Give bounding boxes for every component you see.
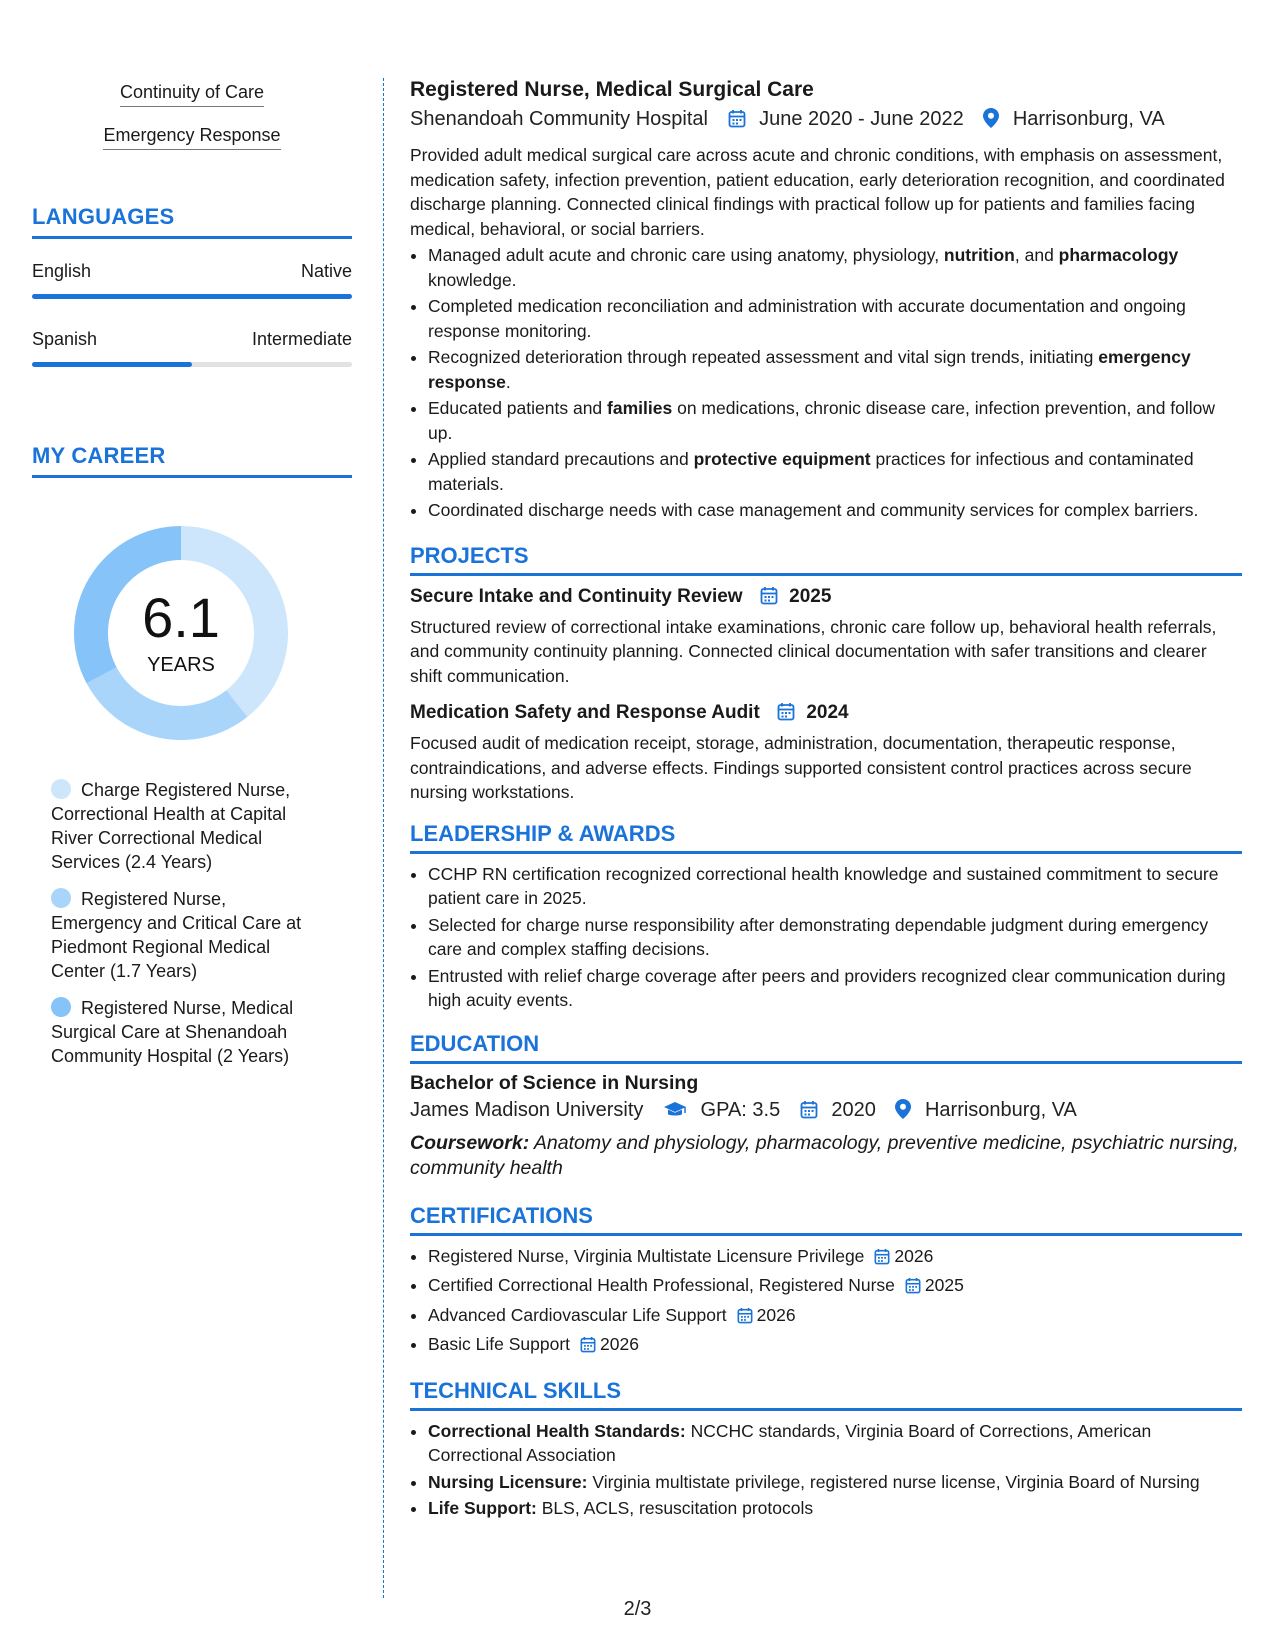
career-total-years: 6.1: [142, 585, 220, 649]
career-legend-item: [51, 887, 321, 983]
career-total-unit: YEARS: [147, 653, 215, 676]
career-donut-chart: [66, 518, 296, 748]
leadership-heading: LEADERSHIP & AWARDS: [410, 821, 1242, 854]
list-item: • Correctional Health Standards: NCCHC standards, Virginia Board of Corrections, American Correctional Association: [428, 1419, 1242, 1468]
project-item: [410, 586, 1242, 689]
job-location: Harrisonburg, VA: [1012, 108, 1165, 130]
certifications-heading: CERTIFICATIONS: [410, 1203, 1242, 1236]
education-location: Harrisonburg, VA: [924, 1098, 1077, 1121]
list-item: • Managed adult acute and chronic care using anatomy, physiology, nutrition, and pharmacology knowledge.: [428, 243, 1242, 292]
skill-tag: Emergency Response: [103, 125, 280, 150]
location-pin-icon: [895, 1099, 911, 1125]
list-item: • Basic Life Support 2026: [428, 1332, 1242, 1360]
employer: Shenandoah Community Hospital: [410, 108, 708, 130]
calendar-icon: [874, 1247, 890, 1272]
career-legend-item: [51, 996, 321, 1068]
career-heading: MY CAREER: [32, 443, 352, 478]
job-dates: June 2020 - June 2022: [759, 108, 964, 130]
page-number: 2/3: [623, 1598, 652, 1620]
project-year: 2024: [806, 702, 849, 723]
column-divider: [383, 78, 384, 1598]
technical-skills-list: [410, 1419, 1242, 1521]
language-level: Native: [300, 261, 352, 281]
languages-heading: LANGUAGES: [32, 204, 352, 239]
school: James Madison University: [410, 1098, 644, 1121]
project-desc: Structured review of correctional intake examinations, chronic care follow up, behavioral health referrals, and community continuity planning. Connected clinical documentation with safer transitions and clearer shift communication.: [410, 616, 1217, 686]
calendar-icon: [777, 702, 795, 727]
calendar-icon: [905, 1276, 921, 1301]
list-item: • Nursing Licensure: Virginia multistate privilege, registered nurse license, Virginia Board of Nursing: [428, 1470, 1242, 1495]
leadership-list: [410, 862, 1242, 1013]
language-level-bar: [32, 362, 352, 367]
education-heading: EDUCATION: [410, 1031, 1242, 1064]
technical-skills-heading: TECHNICAL SKILLS: [410, 1378, 1242, 1411]
project-title: Medication Safety and Response Audit 2024: [410, 702, 1242, 727]
legend-dot: [51, 779, 71, 799]
career-legend-item: [51, 778, 321, 874]
language-level-fill: [32, 294, 352, 299]
education-meta: [410, 1099, 1242, 1125]
calendar-icon: [800, 1100, 818, 1125]
career-legend: [32, 778, 321, 1068]
main-content: [410, 78, 1242, 1523]
language-item: [32, 261, 352, 299]
language-name: Spanish: [32, 329, 98, 349]
skill-tags: [32, 76, 352, 166]
certifications-list: [410, 1244, 1242, 1360]
language-level-fill: [32, 362, 192, 367]
project-year: 2025: [789, 585, 832, 607]
job-summary: Provided adult medical surgical care across acute and chronic conditions, with emphasis on assessment, medication safety, infection prevention, patient education, early deterioration recognition, and coordinated discharge planning. Connected clinical findings with practical follow up for patients and families facing medical, behavioral, or social barriers.: [410, 145, 1225, 239]
list-item: • Advanced Cardiovascular Life Support 2026: [428, 1303, 1242, 1331]
list-item: • Educated patients and families on medications, chronic disease care, infection prevention, and follow up.: [428, 396, 1242, 445]
language-level: Intermediate: [251, 329, 352, 349]
project-title: Secure Intake and Continuity Review 2025: [410, 586, 1242, 611]
career-legend-text: Registered Nurse, Emergency and Critical Care at Piedmont Regional Medical Center (1.7 Years): [51, 889, 302, 981]
list-item: • Registered Nurse, Virginia Multistate Licensure Privilege 2026: [428, 1244, 1242, 1272]
list-item: • Life Support: BLS, ACLS, resuscitation protocols: [428, 1496, 1242, 1521]
legend-dot: [51, 888, 71, 908]
calendar-icon: [760, 586, 778, 611]
gpa: GPA: 3.5: [700, 1098, 781, 1121]
calendar-icon: [737, 1306, 753, 1331]
list-item: • Applied standard precautions and protective equipment practices for infectious and contaminated materials.: [428, 447, 1242, 496]
projects-heading: PROJECTS: [410, 543, 1242, 576]
project-item: [410, 702, 1242, 805]
list-item: • Selected for charge nurse responsibility after demonstrating dependable judgment during emergency care and complex staffing decisions.: [428, 913, 1242, 962]
legend-dot: [51, 997, 71, 1017]
graduation-year: 2020: [831, 1098, 876, 1121]
list-item: • Completed medication reconciliation and administration with accurate documentation and ongoing response monitoring.: [428, 294, 1242, 343]
skill-tag: Continuity of Care: [120, 82, 264, 107]
list-item: • Coordinated discharge needs with case management and community services for complex barriers.: [428, 498, 1242, 523]
language-name: English: [32, 261, 92, 281]
language-level-bar: [32, 294, 352, 299]
calendar-icon: [728, 109, 746, 134]
job-bullets: [410, 243, 1242, 523]
degree: Bachelor of Science in Nursing: [410, 1071, 699, 1094]
coursework: Coursework: Anatomy and physiology, pharmacology, preventive medicine, psychiatric nursing, community health: [410, 1131, 1239, 1179]
language-item: [32, 329, 352, 367]
list-item: • Entrusted with relief charge coverage after peers and providers recognized clear communication during high acuity events.: [428, 964, 1242, 1013]
career-legend-text: Charge Registered Nurse, Correctional Health at Capital River Correctional Medical Services (2.4 Years): [51, 780, 291, 872]
sidebar: [32, 76, 352, 1081]
calendar-icon: [580, 1335, 596, 1360]
job-meta: [410, 108, 1242, 134]
location-pin-icon: [983, 108, 999, 134]
list-item: • CCHP RN certification recognized correctional health knowledge and sustained commitment to secure patient care in 2025.: [428, 862, 1242, 911]
graduation-cap-icon: [663, 1101, 687, 1125]
list-item: • Certified Correctional Health Professional, Registered Nurse 2025: [428, 1273, 1242, 1301]
project-desc: Focused audit of medication receipt, storage, administration, documentation, therapeutic response, contraindications, and adverse effects. Findings supported consistent control practices across secure nursing workstations.: [410, 733, 1192, 802]
career-legend-text: Registered Nurse, Medical Surgical Care at Shenandoah Community Hospital (2 Years): [51, 998, 294, 1066]
job-title: Registered Nurse, Medical Surgical Care: [410, 78, 814, 101]
list-item: • Recognized deterioration through repeated assessment and vital sign trends, initiating emergency response.: [428, 345, 1242, 394]
